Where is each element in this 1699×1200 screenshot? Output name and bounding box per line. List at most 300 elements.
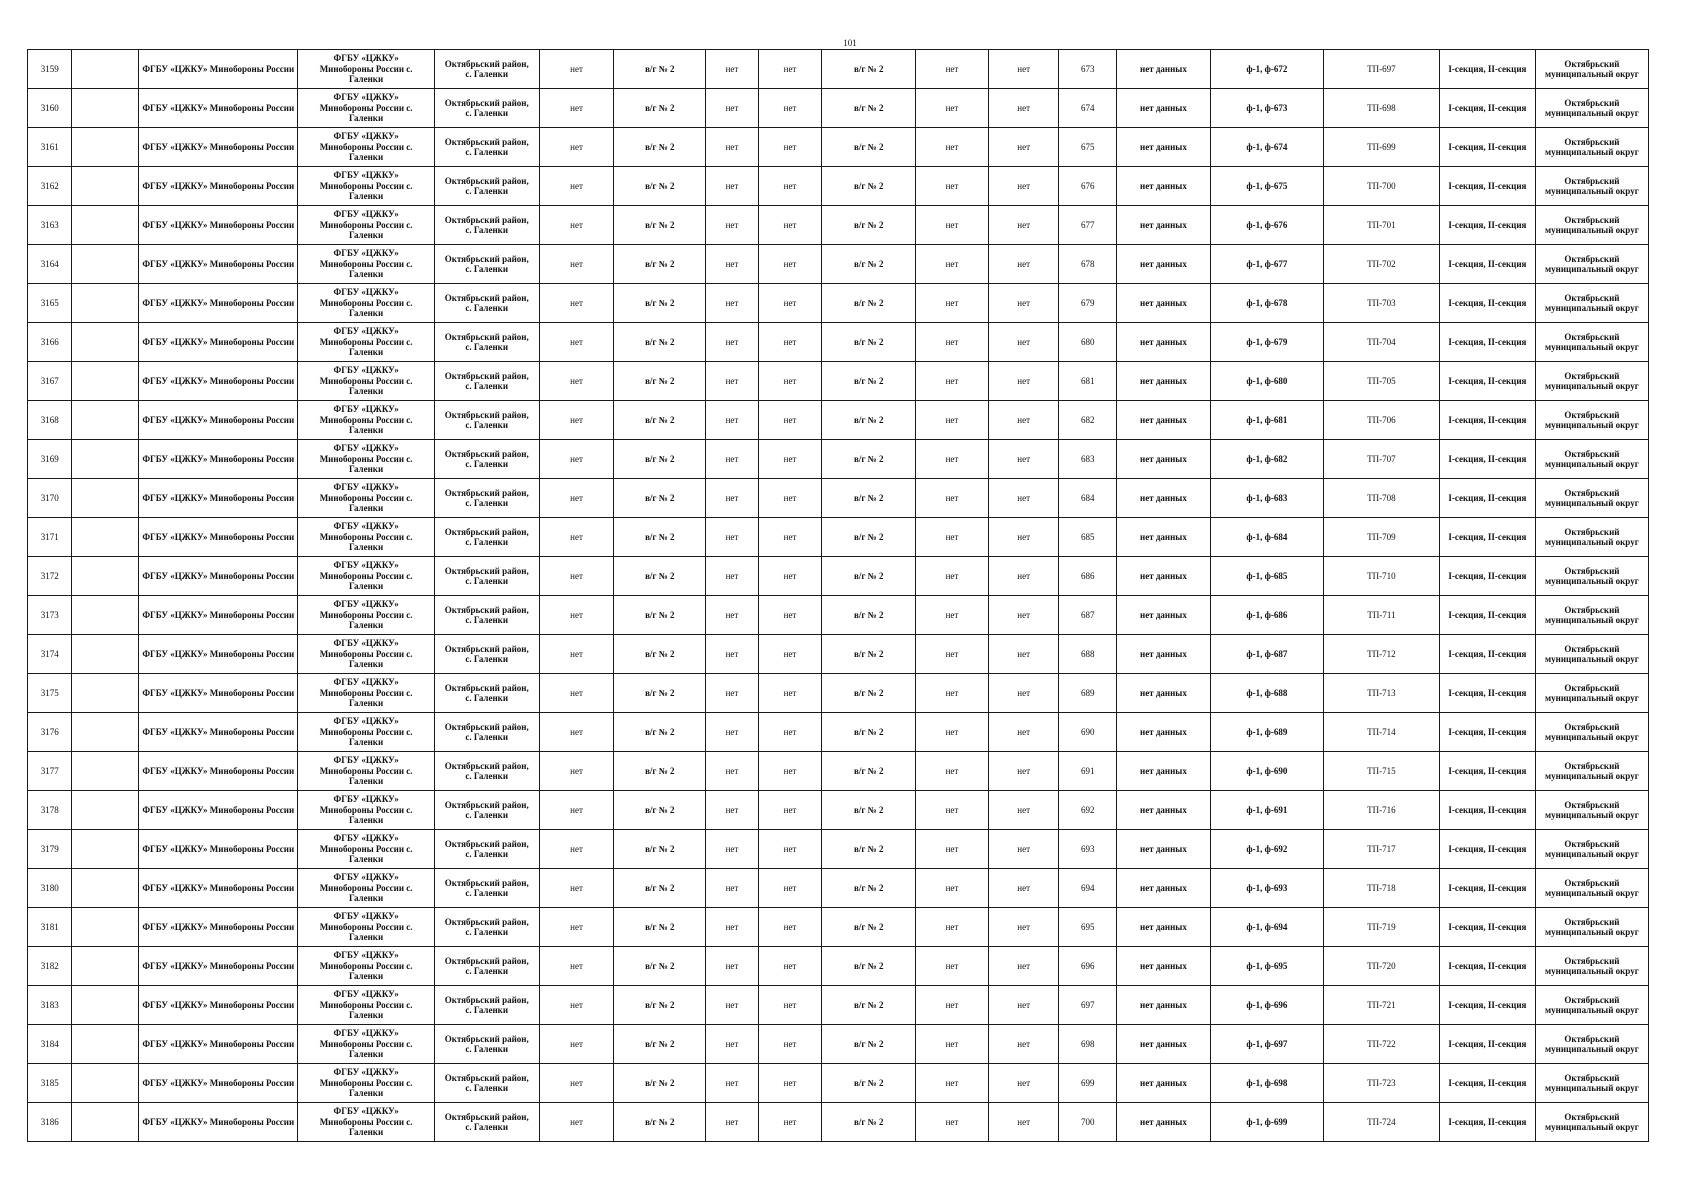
location-cell-line: с. Галенки (465, 303, 509, 313)
row-number-cell: 3167 (28, 362, 72, 401)
column-11-cell: нет (988, 440, 1059, 479)
column-6-cell: в/г № 2 (614, 128, 706, 167)
holder-cell (298, 128, 434, 167)
column-6-cell: в/г № 2 (614, 947, 706, 986)
row-number-cell: 3185 (28, 1064, 72, 1103)
holder-cell-line: ФГБУ «ЦЖКУ» (333, 482, 399, 493)
row-number-cell: 3169 (28, 440, 72, 479)
column-11-cell: нет (988, 401, 1059, 440)
column-13-cell: нет данных (1117, 206, 1211, 245)
holder-cell-line: ФГБУ «ЦЖКУ» (333, 560, 399, 571)
location-cell-line: с. Галенки (465, 420, 509, 430)
column-6-cell: в/г № 2 (614, 986, 706, 1025)
column-17-cell-line: Октябрьский (1564, 838, 1620, 849)
column-15-cell: ТП-714 (1323, 713, 1439, 752)
holder-cell-line: Минобороны России с. (319, 999, 413, 1010)
column-17-cell (1535, 674, 1648, 713)
holder-cell-line: ФГБУ «ЦЖКУ» (333, 365, 399, 376)
column-16-cell: I-секция, II-секция (1439, 440, 1535, 479)
column-12-cell: 695 (1059, 908, 1117, 947)
location-cell-line: с. Галенки (465, 771, 509, 781)
column-8-cell: нет (758, 752, 822, 791)
location-cell-line: Октябрьский район, (444, 487, 529, 498)
column-8-cell: нет (758, 440, 822, 479)
holder-cell-line: ФГБУ «ЦЖКУ» (333, 92, 399, 103)
location-cell-line: с. Галенки (465, 69, 509, 79)
holder-cell (298, 596, 434, 635)
owner-cell: ФГБУ «ЦЖКУ» Минобороны России (139, 89, 298, 128)
row-number-cell: 3184 (28, 1025, 72, 1064)
holder-cell-line: Минобороны России с. (319, 648, 413, 659)
column-17-cell (1535, 557, 1648, 596)
location-cell-line: с. Галенки (465, 615, 509, 625)
column-6-cell: в/г № 2 (614, 284, 706, 323)
holder-cell (298, 1025, 434, 1064)
column-9-cell: в/г № 2 (822, 635, 916, 674)
column-15-cell: ТП-721 (1323, 986, 1439, 1025)
column-11-cell: нет (988, 986, 1059, 1025)
row-number-cell: 3161 (28, 128, 72, 167)
row-number-cell: 3178 (28, 791, 72, 830)
column-15-cell: ТП-706 (1323, 401, 1439, 440)
holder-cell-line: Минобороны России с. (319, 1038, 413, 1049)
location-cell (434, 206, 539, 245)
column-5-cell: нет (539, 440, 614, 479)
holder-cell (298, 440, 434, 479)
column-14-cell: ф-1, ф-682 (1210, 440, 1323, 479)
owner-cell: ФГБУ «ЦЖКУ» Минобороны России (139, 1103, 298, 1142)
column-6-cell: в/г № 2 (614, 362, 706, 401)
column-8-cell: нет (758, 635, 822, 674)
holder-cell-line: Галенки (349, 464, 384, 475)
column-10-cell: нет (916, 752, 989, 791)
location-cell-line: Октябрьский район, (444, 1111, 529, 1122)
owner-cell: ФГБУ «ЦЖКУ» Минобороны России (139, 323, 298, 362)
holder-cell-line: Минобороны России с. (319, 882, 413, 893)
column-15-cell: ТП-698 (1323, 89, 1439, 128)
column-10-cell: нет (916, 128, 989, 167)
table-row (28, 401, 1649, 440)
column-17-cell-line: Октябрьский (1564, 682, 1620, 693)
column-10-cell: нет (916, 89, 989, 128)
holder-cell-line: Галенки (349, 620, 384, 631)
holder-cell-line: Минобороны России с. (319, 141, 413, 152)
column-14-cell: ф-1, ф-699 (1210, 1103, 1323, 1142)
column-14-cell: ф-1, ф-690 (1210, 752, 1323, 791)
column-15-cell: ТП-722 (1323, 1025, 1439, 1064)
column-8-cell: нет (758, 557, 822, 596)
column-12-cell: 693 (1059, 830, 1117, 869)
column-17-cell-line: муниципальный округ (1545, 732, 1639, 742)
holder-cell-line: Минобороны России с. (319, 687, 413, 698)
column-7-cell: нет (706, 830, 758, 869)
column-6-cell: в/г № 2 (614, 245, 706, 284)
location-cell-line: с. Галенки (465, 654, 509, 664)
column-12-cell: 673 (1059, 50, 1117, 89)
column-11-cell: нет (988, 518, 1059, 557)
column-9-cell: в/г № 2 (822, 1064, 916, 1103)
column-17-cell (1535, 596, 1648, 635)
column-8-cell: нет (758, 206, 822, 245)
location-cell-line: Октябрьский район, (444, 799, 529, 810)
location-cell (434, 986, 539, 1025)
column-7-cell: нет (706, 89, 758, 128)
column-17-cell-line: муниципальный округ (1545, 459, 1639, 469)
column-10-cell: нет (916, 869, 989, 908)
location-cell (434, 1103, 539, 1142)
column-8-cell: нет (758, 479, 822, 518)
column-16-cell: I-секция, II-секция (1439, 323, 1535, 362)
column-10-cell: нет (916, 674, 989, 713)
location-cell-line: Октябрьский район, (444, 721, 529, 732)
column-11-cell: нет (988, 89, 1059, 128)
column-15-cell: ТП-717 (1323, 830, 1439, 869)
column-16-cell: I-секция, II-секция (1439, 557, 1535, 596)
column-9-cell: в/г № 2 (822, 869, 916, 908)
column-17-cell (1535, 752, 1648, 791)
column-17-cell (1535, 1064, 1648, 1103)
owner-cell: ФГБУ «ЦЖКУ» Минобороны России (139, 128, 298, 167)
column-13-cell: нет данных (1117, 362, 1211, 401)
holder-cell-line: Галенки (349, 503, 384, 514)
column-10-cell: нет (916, 440, 989, 479)
column-8-cell: нет (758, 674, 822, 713)
column-10-cell: нет (916, 401, 989, 440)
column-15-cell: ТП-716 (1323, 791, 1439, 830)
location-cell-line: с. Галенки (465, 381, 509, 391)
column-9-cell: в/г № 2 (822, 908, 916, 947)
column-16-cell: I-секция, II-секция (1439, 479, 1535, 518)
column-15-cell: ТП-710 (1323, 557, 1439, 596)
holder-cell (298, 479, 434, 518)
column-8-cell: нет (758, 518, 822, 557)
column-15-cell: ТП-702 (1323, 245, 1439, 284)
column-17-cell-line: муниципальный округ (1545, 654, 1639, 664)
column-14-cell: ф-1, ф-696 (1210, 986, 1323, 1025)
column-10-cell: нет (916, 518, 989, 557)
column-6-cell: в/г № 2 (614, 479, 706, 518)
column-12-cell: 690 (1059, 713, 1117, 752)
column-9-cell: в/г № 2 (822, 791, 916, 830)
holder-cell (298, 947, 434, 986)
empty-cell (72, 518, 139, 557)
column-5-cell: нет (539, 674, 614, 713)
column-7-cell: нет (706, 323, 758, 362)
column-10-cell: нет (916, 635, 989, 674)
column-17-cell (1535, 1025, 1648, 1064)
column-16-cell: I-секция, II-секция (1439, 908, 1535, 947)
column-16-cell: I-секция, II-секция (1439, 1103, 1535, 1142)
column-16-cell: I-секция, II-секция (1439, 791, 1535, 830)
holder-cell (298, 752, 434, 791)
location-cell (434, 167, 539, 206)
column-8-cell: нет (758, 791, 822, 830)
column-10-cell: нет (916, 1025, 989, 1064)
empty-cell (72, 596, 139, 635)
location-cell-line: с. Галенки (465, 1083, 509, 1093)
column-16-cell: I-секция, II-секция (1439, 89, 1535, 128)
column-17-cell-line: муниципальный округ (1545, 615, 1639, 625)
owner-cell: ФГБУ «ЦЖКУ» Минобороны России (139, 401, 298, 440)
column-17-cell (1535, 245, 1648, 284)
holder-cell-line: ФГБУ «ЦЖКУ» (333, 911, 399, 922)
column-9-cell: в/г № 2 (822, 674, 916, 713)
column-15-cell: ТП-718 (1323, 869, 1439, 908)
column-11-cell: нет (988, 284, 1059, 323)
empty-cell (72, 89, 139, 128)
holder-cell-line: ФГБУ «ЦЖКУ» (333, 248, 399, 259)
column-11-cell: нет (988, 869, 1059, 908)
column-17-cell (1535, 50, 1648, 89)
column-11-cell: нет (988, 362, 1059, 401)
holder-cell-line: Минобороны России с. (319, 258, 413, 269)
column-9-cell: в/г № 2 (822, 479, 916, 518)
column-17-cell (1535, 479, 1648, 518)
column-7-cell: нет (706, 245, 758, 284)
column-17-cell-line: муниципальный округ (1545, 849, 1639, 859)
column-13-cell: нет данных (1117, 284, 1211, 323)
table-row (28, 596, 1649, 635)
column-12-cell: 674 (1059, 89, 1117, 128)
row-number-cell: 3182 (28, 947, 72, 986)
row-number-cell: 3160 (28, 89, 72, 128)
column-17-cell-line: муниципальный округ (1545, 576, 1639, 586)
column-16-cell: I-секция, II-секция (1439, 713, 1535, 752)
column-17-cell (1535, 284, 1648, 323)
column-14-cell: ф-1, ф-686 (1210, 596, 1323, 635)
column-15-cell: ТП-724 (1323, 1103, 1439, 1142)
column-5-cell: нет (539, 206, 614, 245)
location-cell-line: Октябрьский район, (444, 136, 529, 147)
column-17-cell-line: муниципальный округ (1545, 1005, 1639, 1015)
holder-cell (298, 167, 434, 206)
column-14-cell: ф-1, ф-688 (1210, 674, 1323, 713)
column-6-cell: в/г № 2 (614, 440, 706, 479)
column-17-cell-line: муниципальный округ (1545, 186, 1639, 196)
holder-cell (298, 1103, 434, 1142)
column-14-cell: ф-1, ф-675 (1210, 167, 1323, 206)
empty-cell (72, 869, 139, 908)
location-cell-line: Октябрьский район, (444, 526, 529, 537)
location-cell (434, 713, 539, 752)
column-13-cell: нет данных (1117, 479, 1211, 518)
column-17-cell (1535, 830, 1648, 869)
table-row (28, 830, 1649, 869)
owner-cell: ФГБУ «ЦЖКУ» Минобороны России (139, 1064, 298, 1103)
table-row (28, 284, 1649, 323)
column-5-cell: нет (539, 362, 614, 401)
row-number-cell: 3186 (28, 1103, 72, 1142)
column-17-cell (1535, 206, 1648, 245)
column-17-cell-line: Октябрьский (1564, 1072, 1620, 1083)
column-12-cell: 692 (1059, 791, 1117, 830)
column-5-cell: нет (539, 50, 614, 89)
column-6-cell: в/г № 2 (614, 50, 706, 89)
column-6-cell: в/г № 2 (614, 401, 706, 440)
location-cell-line: Октябрьский район, (444, 565, 529, 576)
location-cell-line: Октябрьский район, (444, 604, 529, 615)
holder-cell-line: ФГБУ «ЦЖКУ» (333, 209, 399, 220)
holder-cell-line: Галенки (349, 191, 384, 202)
holder-cell-line: Галенки (349, 1049, 384, 1060)
column-13-cell: нет данных (1117, 89, 1211, 128)
location-cell-line: с. Галенки (465, 888, 509, 898)
column-6-cell: в/г № 2 (614, 206, 706, 245)
column-15-cell: ТП-711 (1323, 596, 1439, 635)
column-12-cell: 679 (1059, 284, 1117, 323)
column-15-cell: ТП-701 (1323, 206, 1439, 245)
row-number-cell: 3183 (28, 986, 72, 1025)
empty-cell (72, 947, 139, 986)
column-9-cell: в/г № 2 (822, 128, 916, 167)
column-7-cell: нет (706, 713, 758, 752)
holder-cell-line: ФГБУ «ЦЖКУ» (333, 755, 399, 766)
location-cell-line: Октябрьский район, (444, 97, 529, 108)
holder-cell (298, 869, 434, 908)
column-12-cell: 696 (1059, 947, 1117, 986)
column-15-cell: ТП-708 (1323, 479, 1439, 518)
column-6-cell: в/г № 2 (614, 1103, 706, 1142)
location-cell (434, 791, 539, 830)
column-11-cell: нет (988, 713, 1059, 752)
location-cell-line: Октябрьский район, (444, 253, 529, 264)
column-9-cell: в/г № 2 (822, 284, 916, 323)
location-cell-line: с. Галенки (465, 537, 509, 547)
column-16-cell: I-секция, II-секция (1439, 362, 1535, 401)
owner-cell: ФГБУ «ЦЖКУ» Минобороны России (139, 713, 298, 752)
column-6-cell: в/г № 2 (614, 323, 706, 362)
holder-cell-line: Галенки (349, 1010, 384, 1021)
column-12-cell: 689 (1059, 674, 1117, 713)
location-cell-line: с. Галенки (465, 576, 509, 586)
column-13-cell: нет данных (1117, 128, 1211, 167)
location-cell-line: Октябрьский район, (444, 292, 529, 303)
holder-cell-line: Минобороны России с. (319, 960, 413, 971)
column-7-cell: нет (706, 128, 758, 167)
column-17-cell-line: муниципальный округ (1545, 108, 1639, 118)
column-13-cell: нет данных (1117, 1064, 1211, 1103)
location-cell (434, 323, 539, 362)
location-cell-line: Октябрьский район, (444, 448, 529, 459)
column-12-cell: 676 (1059, 167, 1117, 206)
column-5-cell: нет (539, 986, 614, 1025)
column-8-cell: нет (758, 245, 822, 284)
column-17-cell-line: Октябрьский (1564, 1033, 1620, 1044)
column-13-cell: нет данных (1117, 635, 1211, 674)
column-17-cell-line: муниципальный округ (1545, 342, 1639, 352)
location-cell (434, 479, 539, 518)
table-row (28, 986, 1649, 1025)
column-17-cell-line: Октябрьский (1564, 253, 1620, 264)
column-9-cell: в/г № 2 (822, 1025, 916, 1064)
row-number-cell: 3166 (28, 323, 72, 362)
table-row (28, 245, 1649, 284)
column-6-cell: в/г № 2 (614, 89, 706, 128)
holder-cell (298, 518, 434, 557)
column-17-cell (1535, 791, 1648, 830)
holder-cell-line: Галенки (349, 425, 384, 436)
column-17-cell-line: Октябрьский (1564, 448, 1620, 459)
column-11-cell: нет (988, 635, 1059, 674)
column-11-cell: нет (988, 596, 1059, 635)
column-14-cell: ф-1, ф-684 (1210, 518, 1323, 557)
holder-cell-line: ФГБУ «ЦЖКУ» (333, 1067, 399, 1078)
column-5-cell: нет (539, 89, 614, 128)
column-5-cell: нет (539, 830, 614, 869)
column-11-cell: нет (988, 1025, 1059, 1064)
column-13-cell: нет данных (1117, 947, 1211, 986)
column-8-cell: нет (758, 596, 822, 635)
owner-cell: ФГБУ «ЦЖКУ» Минобороны России (139, 869, 298, 908)
column-15-cell: ТП-719 (1323, 908, 1439, 947)
column-5-cell: нет (539, 869, 614, 908)
column-8-cell: нет (758, 830, 822, 869)
location-cell-line: с. Галенки (465, 1005, 509, 1015)
column-5-cell: нет (539, 1103, 614, 1142)
column-14-cell: ф-1, ф-687 (1210, 635, 1323, 674)
owner-cell: ФГБУ «ЦЖКУ» Минобороны России (139, 596, 298, 635)
column-11-cell: нет (988, 245, 1059, 284)
column-6-cell: в/г № 2 (614, 167, 706, 206)
column-16-cell: I-секция, II-секция (1439, 986, 1535, 1025)
column-17-cell-line: Октябрьский (1564, 604, 1620, 615)
column-5-cell: нет (539, 128, 614, 167)
owner-cell: ФГБУ «ЦЖКУ» Минобороны России (139, 908, 298, 947)
column-17-cell-line: Октябрьский (1564, 760, 1620, 771)
table-row (28, 362, 1649, 401)
location-cell-line: с. Галенки (465, 108, 509, 118)
register-table (27, 49, 1649, 1142)
column-10-cell: нет (916, 50, 989, 89)
column-11-cell: нет (988, 791, 1059, 830)
column-8-cell: нет (758, 713, 822, 752)
location-cell (434, 245, 539, 284)
holder-cell-line: Минобороны России с. (319, 1116, 413, 1127)
column-6-cell: в/г № 2 (614, 713, 706, 752)
column-9-cell: в/г № 2 (822, 986, 916, 1025)
column-11-cell: нет (988, 1064, 1059, 1103)
column-12-cell: 698 (1059, 1025, 1117, 1064)
column-17-cell-line: Октябрьский (1564, 994, 1620, 1005)
holder-cell-line: ФГБУ «ЦЖКУ» (333, 833, 399, 844)
column-5-cell: нет (539, 284, 614, 323)
column-5-cell: нет (539, 401, 614, 440)
location-cell-line: Октябрьский район, (444, 1072, 529, 1083)
location-cell-line: Октябрьский район, (444, 955, 529, 966)
column-17-cell-line: муниципальный округ (1545, 225, 1639, 235)
column-6-cell: в/г № 2 (614, 752, 706, 791)
holder-cell (298, 557, 434, 596)
location-cell-line: Октябрьский район, (444, 331, 529, 342)
owner-cell: ФГБУ «ЦЖКУ» Минобороны России (139, 362, 298, 401)
column-9-cell: в/г № 2 (822, 401, 916, 440)
column-7-cell: нет (706, 284, 758, 323)
holder-cell-line: Галенки (349, 893, 384, 904)
column-8-cell: нет (758, 167, 822, 206)
column-8-cell: нет (758, 869, 822, 908)
holder-cell-line: Галенки (349, 776, 384, 787)
holder-cell-line: ФГБУ «ЦЖКУ» (333, 287, 399, 298)
column-17-cell (1535, 635, 1648, 674)
column-11-cell: нет (988, 908, 1059, 947)
owner-cell: ФГБУ «ЦЖКУ» Минобороны России (139, 167, 298, 206)
column-10-cell: нет (916, 206, 989, 245)
row-number-cell: 3177 (28, 752, 72, 791)
column-15-cell: ТП-703 (1323, 284, 1439, 323)
empty-cell (72, 50, 139, 89)
column-11-cell: нет (988, 752, 1059, 791)
column-5-cell: нет (539, 1025, 614, 1064)
